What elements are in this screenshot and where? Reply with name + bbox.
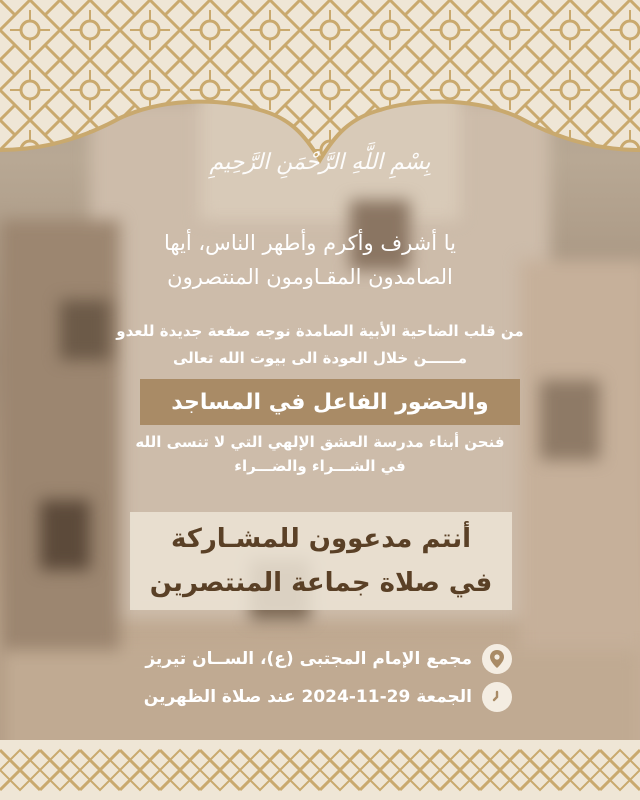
location-text: مجمع الإمام المجتبى (ع)، الســان تيريز — [145, 649, 472, 669]
headline-line-2: الصامدون المقـاومون المنتصرون — [167, 265, 453, 289]
basmala-calligraphy: بِسْمِ اللَّهِ الرَّحْمَنِ الرَّحِيمِ — [209, 150, 431, 175]
invitation-box — [130, 512, 512, 610]
paragraph-1-line-2: مــــــن خلال العودة الى بيوت الله تعالى — [172, 349, 467, 367]
datetime-text: الجمعة 29-11-2024 عند صلاة الظهرين — [143, 687, 472, 707]
headline — [95, 226, 525, 294]
datetime-row — [144, 682, 512, 712]
mosques-banner: والحضور الفاعل في المساجد — [140, 379, 520, 425]
paragraph-1-line-1: من قلب الضاحية الأبية الصامدة نوجه صفعة جديدة للعدو — [116, 322, 524, 340]
paragraph-2 — [110, 430, 530, 478]
invitation-line-1: أنتم مدعوون للمشـاركة — [170, 524, 472, 554]
paragraph-1 — [110, 318, 530, 372]
location-pin-icon — [482, 644, 512, 674]
clock-icon — [482, 682, 512, 712]
invitation-line-2: في صلاة جماعة المنتصرين — [149, 568, 493, 598]
paragraph-2-line-2: في الشـــراء والضـــراء — [234, 457, 406, 475]
headline-line-1: يا أشرف وأكرم وأطهر الناس، أيها — [163, 231, 457, 255]
location-row — [145, 644, 512, 674]
paragraph-2-line-1: فنحن أبناء مدرسة العشق الإلهي التي لا تنسى الله — [135, 433, 505, 451]
